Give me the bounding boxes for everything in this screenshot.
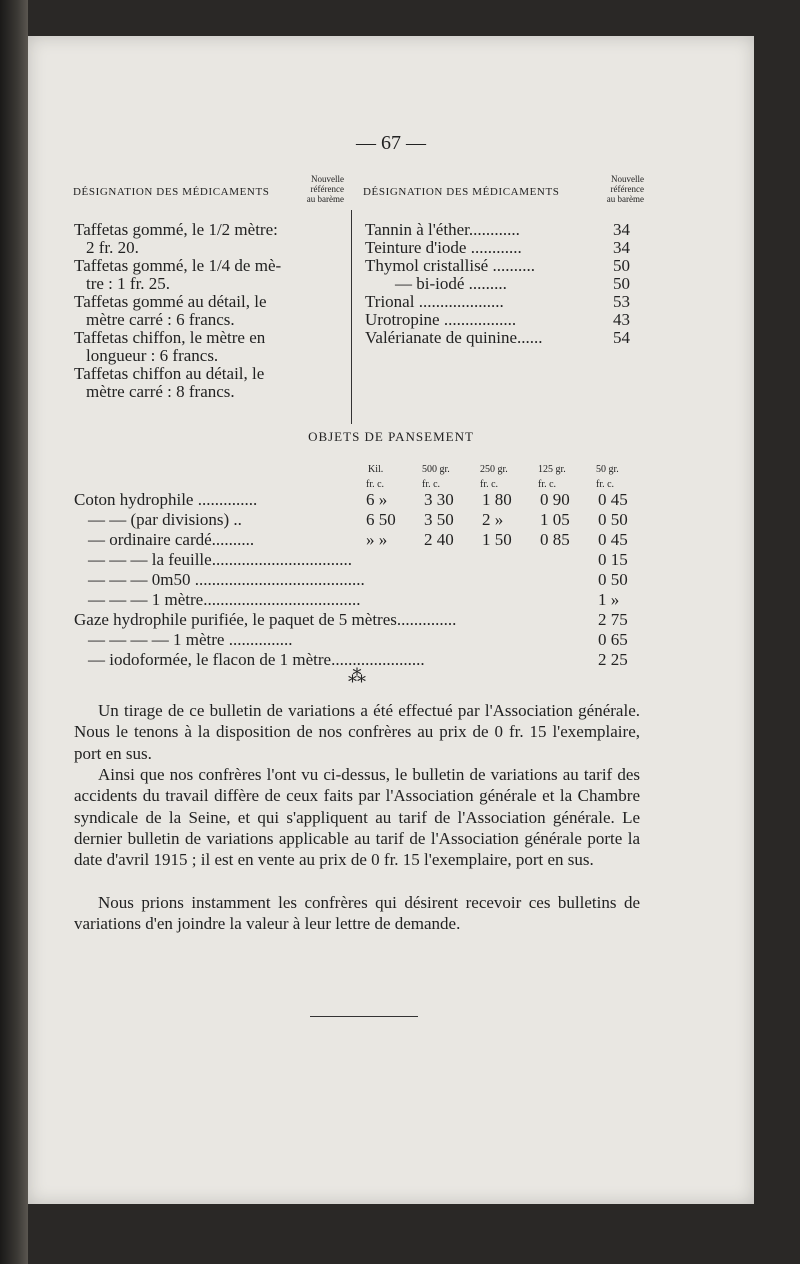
closing-rule [310, 1016, 418, 1017]
objets-row-label: — — (par divisions) .. [88, 510, 242, 529]
objets-cell: 1 » [598, 590, 620, 609]
left-line: mètre carré : 6 francs. [86, 310, 235, 329]
right-ref-header: Nouvelle référence au barème [606, 174, 644, 204]
objets-row-label: — — — — 1 mètre ............... [88, 630, 293, 649]
right-row-label: Trional .................... [365, 292, 504, 311]
unit-header: fr. c. [480, 479, 499, 490]
unit-header: fr. c. [596, 479, 615, 490]
paragraph: Un tirage de ce bulletin de variations a été effectué par l'Association générale. Nous le tenons à la disposition de nos confrères au prix de 0 fr. 15 l'exemplaire, port en sus. [74, 701, 640, 763]
objets-cell: 0 45 [598, 530, 628, 549]
left-col-header: DÉSIGNATION DES MÉDICAMENTS [73, 186, 270, 198]
col-header: 500 gr. [422, 464, 450, 475]
objets-cell: 0 45 [598, 490, 628, 509]
left-line: mètre carré : 8 francs. [86, 382, 235, 401]
book-spine [0, 0, 28, 1264]
left-line: Taffetas chiffon au détail, le [74, 364, 265, 383]
left-line: Taffetas gommé, le 1/4 de mè- [74, 256, 282, 275]
objets-cell: 0 90 [540, 490, 570, 509]
objets-cell: 2 » [482, 510, 504, 529]
unit-header: fr. c. [366, 479, 385, 490]
objets-cell: 6 » [366, 490, 388, 509]
right-row-label: Urotropine ................. [365, 310, 517, 329]
column-divider [351, 210, 352, 424]
left-ref-header: Nouvelle référence au barème [306, 174, 344, 204]
section-title: OBJETS DE PANSEMENT [308, 429, 474, 444]
right-row-label: — bi-iodé ......... [395, 274, 507, 293]
objets-row-label: — ordinaire cardé.......... [88, 530, 255, 549]
objets-cell: 0 50 [598, 570, 628, 589]
right-row-ref: 43 [613, 310, 630, 329]
right-row-ref: 53 [613, 292, 630, 311]
right-row-label: Teinture d'iode ............ [365, 238, 522, 257]
objets-cell: 2 40 [424, 530, 454, 549]
col-header: 50 gr. [596, 464, 619, 475]
asterism: ⁂ [348, 666, 366, 686]
right-row-ref: 34 [613, 238, 630, 257]
unit-header: fr. c. [422, 479, 441, 490]
objets-row-label: — iodoformée, le flacon de 1 mètre...................... [88, 650, 425, 669]
objets-row-label: — — — la feuille................................. [88, 550, 352, 569]
right-row-ref: 54 [613, 328, 630, 347]
unit-header: fr. c. [538, 479, 557, 490]
left-line: longueur : 6 francs. [86, 346, 219, 365]
objets-cell: 0 50 [598, 510, 628, 529]
right-row-ref: 50 [613, 274, 630, 293]
objets-cell: 2 75 [598, 610, 628, 629]
objets-row-label: — — — 1 mètre..................................... [88, 590, 361, 609]
objets-cell: 3 50 [424, 510, 454, 529]
objets-row-label: Coton hydrophile .............. [74, 490, 258, 509]
right-row-label: Valérianate de quinine...... [365, 328, 543, 347]
paragraph: Ainsi que nos confrères l'ont vu ci-dessus, le bulletin de variations au tarif des accidents du travail diffère de ceux faits par l'Association générale et la Chambre syndicale de la Seine, et qui s'appliquent au tarif de l'Association générale. Le dernier bulletin de variations applicable au tarif de l'Association générale porte la date d'avril 1915 ; il est en vente au prix de 0 fr. 15 l'exemplaire, port en sus. [74, 765, 640, 870]
right-col-header: DÉSIGNATION DES MÉDICAMENTS [363, 186, 560, 198]
objets-cell: 1 80 [482, 490, 512, 509]
objets-row-label: Gaze hydrophile purifiée, le paquet de 5 mètres.............. [74, 610, 457, 629]
right-row-label: Tannin à l'éther............ [365, 220, 520, 239]
objets-cell: 6 50 [366, 510, 396, 529]
objets-cell: 1 05 [540, 510, 570, 529]
page-number: — 67 — [356, 132, 426, 154]
objets-cell: 0 15 [598, 550, 628, 569]
col-header: 125 gr. [538, 464, 566, 475]
left-line: 2 fr. 20. [86, 238, 139, 257]
left-line: Taffetas gommé au détail, le [74, 292, 267, 311]
document-page [28, 36, 754, 1204]
paragraph: Nous prions instamment les confrères qui désirent recevoir ces bulletins de variations d'en joindre la valeur à leur lettre de demande. [74, 893, 640, 934]
objets-cell: 0 85 [540, 530, 570, 549]
objets-cell: 3 30 [424, 490, 454, 509]
objets-cell: 0 65 [598, 630, 628, 649]
objets-row-label: — — — 0m50 ........................................ [88, 570, 365, 589]
objets-cell: » » [366, 530, 388, 549]
left-line: tre : 1 fr. 25. [86, 274, 171, 293]
right-row-label: Thymol cristallisé .......... [365, 256, 535, 275]
right-row-ref: 50 [613, 256, 630, 275]
col-header: Kil. [368, 464, 384, 475]
left-line: Taffetas chiffon, le mètre en [74, 328, 266, 347]
right-row-ref: 34 [613, 220, 630, 239]
col-header: 250 gr. [480, 464, 508, 475]
objets-cell: 2 25 [598, 650, 628, 669]
left-line: Taffetas gommé, le 1/2 mètre: [74, 220, 278, 239]
objets-cell: 1 50 [482, 530, 512, 549]
